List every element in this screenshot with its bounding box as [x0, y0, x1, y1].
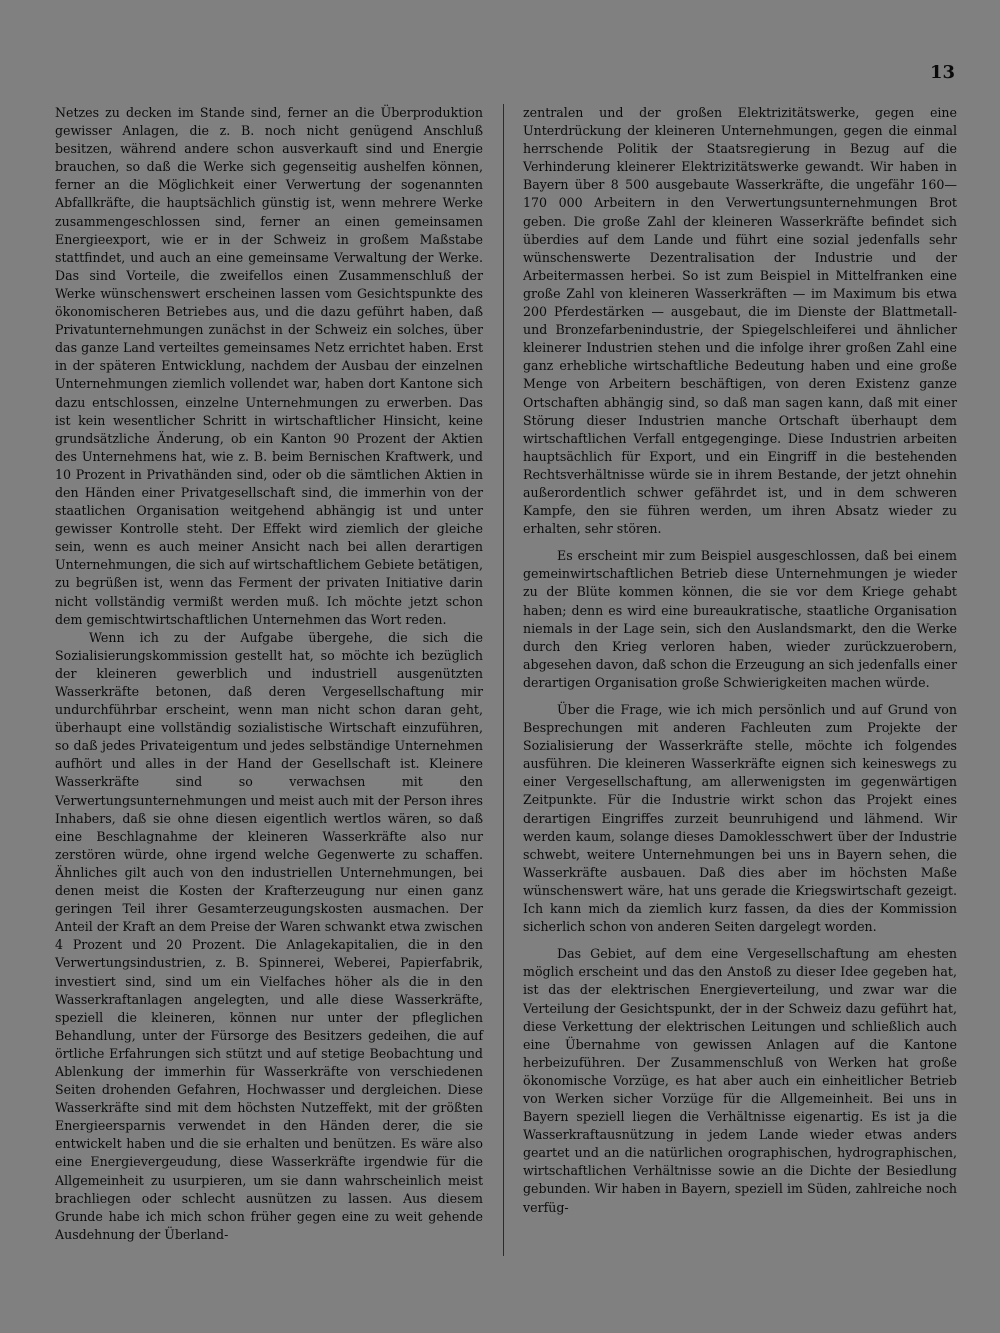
- page-number: 13: [929, 62, 955, 83]
- paragraph: Es erscheint mir zum Beispiel ausgeschlossen, daß bei einem gemeinwirtschaftlichen Betrieb diese Unternehmungen je wieder zu der Blüte kommen können, die sie vor dem Kriege gehabt haben; denn es wird eine bureaukratische, staatliche Organisation niemals in der Lage sein, sich den Auslandsmarkt, den die Werke durch den Krieg verloren haben, wieder zurückzuerobern, abgesehen davon, daß schon die Erzeugung an sich jedenfalls einer derartigen Organisation große Schwierigkeiten machen würde.: [523, 548, 957, 690]
- paragraph: Netzes zu decken im Stande sind, ferner an die Überproduktion gewisser Anlagen, die z. B. noch nicht genügend Anschluß besitzen, während andere schon ausverkauft sind und Energie brauchen, so daß die Werke sich gegenseitig aushelfen können, ferner an die Möglichkeit einer Verwertung der sogenannten Abfallkräfte, die hauptsächlich günstig ist, wenn mehrere Werke zusammengeschlossen sind, ferner an einen gemeinsamen Energieexport, wie er in der Schweiz in großem Maßstabe stattfindet, und auch an eine gemeinsame Verwaltung der Werke. Das sind Vorteile, die zweifellos einen Zusammenschluß der Werke wünschenswert erscheinen lassen vom Gesichtspunkte des ökonomischeren Betriebes aus, und die dazu geführt haben, daß Privatunternehmungen zunächst in der Schweiz ein solches, über das ganze Land verteiltes gemeinsames Netz errichtet haben. Erst in der späteren Entwicklung, nachdem der Ausbau der einzelnen Unternehmungen ziemlich vollendet war, haben dort Kantone sich dazu entschlossen, einzelne Unternehmungen zu erwerben. Das ist kein wesentlicher Schritt in wirtschaftlicher Hinsicht, keine grundsätzliche Änderung, ob ein Kanton 90 Prozent der Aktien des Unternehmens hat, wie z. B. beim Bernischen Kraftwerk, und 10 Prozent in Privathänden sind, oder ob die sämtlichen Aktien in den Händen einer Privatgesellschaft sind, die immerhin von der staatlichen Organisation weitgehend abhängig ist und unter gewisser Kontrolle steht. Der Effekt wird ziemlich der gleiche sein, wenn es auch meiner Ansicht nach bei allen derartigen Unternehmungen, die sich auf wirtschaftlichem Gebiete betätigen, zu begrüßen ist, wenn das Ferment der privaten Initiative darin nicht vollständig vermißt werden muß. Ich möchte jetzt schon dem gemischtwirtschaftlichen Unternehmen das Wort reden.: [55, 105, 483, 627]
- column-divider: [503, 104, 504, 1256]
- paragraph: Wenn ich zu der Aufgabe übergehe, die sich die Sozialisierungskommission gestellt hat, so möchte ich bezüglich der kleineren gewerblich und industriell ausgenützten Wasserkräfte betonen, daß deren Vergesellschaftung mir undurchführbar erscheint, wenn man nicht schon daran geht, überhaupt eine vollständig sozialistische Wirtschaft einzuführen, so daß jedes Privateigentum und jedes selbständige Unternehmen aufhört und alles in der Hand der Gesellschaft ist. Kleinere Wasserkräfte sind so verwachsen mit den Verwertungsunternehmungen und meist auch mit der Person ihres Inhabers, daß sie ohne diesen eigentlich wertlos wären, so daß eine Beschlagnahme der kleineren Wasserkräfte also nur zerstören würde, ohne irgend welche Gegenwerte zu schaffen. Ähnliches gilt auch von den industriellen Unternehmungen, bei denen meist die Kosten der Krafterzeugung nur einen ganz geringen Teil ihrer Gesamterzeugungskosten ausmachen. Der Anteil der Kraft an dem Preise der Waren schwankt etwa zwischen 4 Prozent und 20 Prozent. Die Anlagekapitalien, die in den Verwertungsindustrien, z. B. Spinnerei, Weberei, Papierfabrik, investiert sind, sind um ein Vielfaches höher als die in den Wasserkraftanlagen angelegten, und alle diese Wasserkräfte, speziell die kleineren, können nur unter der pfleglichen Behandlung, unter der Fürsorge des Besitzers gedeihen, die auf örtliche Erfahrungen sich stützt und auf stetige Beobachtung und Ablenkung der immerhin für Wasserkräfte von verschiedenen Seiten drohenden Gefahren, Hochwasser und dergleichen. Diese Wasserkräfte sind mit dem höchsten Nutzeffekt, mit der größten Energieersparnis verwendet in den Händen derer, die sie entwickelt haben und die sie erhalten und benützen. Es wäre also eine Energievergeudung, diese Wasserkräfte irgendwie für die Allgemeinheit zu usurpieren, um sie dann wahrscheinlich meist brachliegen oder schlecht ausnützen zu lassen. Aus diesem Grunde habe ich mich schon früher gegen eine zu weit gehende Ausdehnung der Überland-: [55, 629, 483, 1242]
- paragraph: zentralen und der großen Elektrizitätswerke, gegen eine Unterdrückung der kleineren Unternehmungen, gegen die einmal herrschende Politik der Staatsregierung in Bezug auf die Verhinderung kleinerer Elektrizitätswerke gewandt. Wir haben in Bayern über 8 500 ausgebaute Wasserkräfte, die ungefähr 160—170 000 Arbeitern in den Verwertungsunternehmungen Brot geben. Die große Zahl der kleineren Wasserkräfte befindet sich überdies auf dem Lande und führt eine sozial jedenfalls sehr wünschenswerte Dezentralisation der Industrie und der Arbeitermassen herbei. So ist zum Beispiel in Mittelfranken eine große Zahl von kleineren Wasserkräften — im Maximum bis etwa 200 Pferdestärken — ausgebaut, die im Dienste der Blattmetall- und Bronzefarbenindustrie, der Spiegelschleiferei und ähnlicher kleinerer Industrien stehen und die infolge ihrer großen Zahl eine ganz erhebliche wirtschaftliche Bedeutung haben und eine große Menge von Arbeitern beschäftigen, von deren Existenz ganze Ortschaften abhängig sind, so daß man sagen kann, daß mit einer Störung dieser Industrien manche Ortschaft überhaupt dem wirtschaftlichen Verfall entgegenginge. Diese Industrien arbeiten hauptsächlich für Export, und ein Eingriff in die bestehenden Rechtsverhältnisse würde sie in ihrem Bestande, der jetzt ohnehin außerordentlich schwer gefährdet ist, und in dem schweren Kampfe, den sie führen werden, um ihren Absatz wieder zu erhalten, sehr stören.: [523, 105, 957, 537]
- paragraph: Das Gebiet, auf dem eine Vergesellschaftung am ehesten möglich erscheint und das den Anstoß zu dieser Idee gegeben hat, ist das der elektrischen Energieverteilung, und zwar war die Verteilung der Gesichtspunkt, der in der Schweiz dazu geführt hat, diese Verkettung der elektrischen Leitungen und schließlich auch eine Übernahme von gewissen Anlagen auf die Kantone herbeizuführen. Der Zusammenschluß von Werken hat große ökonomische Vorzüge, es hat aber auch ein einheitlicher Betrieb von Werken sicher Vorzüge für die Allgemeinheit. Bei uns in Bayern speziell liegen die Verhältnisse eigenartig. Es ist ja die Wasserkraftausnützung in jedem Lande wieder etwas anders geartet und an die natürlichen orographischen, hydrographischen, wirtschaftlichen Verhältnisse sowie an die Dichte der Besiedlung gebunden. Wir haben in Bayern, speziell im Süden, zahlreiche noch verfüg-: [523, 946, 957, 1215]
- left-column: [55, 104, 483, 1244]
- paragraph: Über die Frage, wie ich mich persönlich und auf Grund von Besprechungen mit anderen Fachleuten zum Projekte der Sozialisierung der Wasserkräfte stelle, möchte ich folgendes ausführen. Die kleineren Wasserkräfte eignen sich keineswegs zu einer Vergesellschaftung, am allerwenigsten im gegenwärtigen Zeitpunkte. Für die Industrie wirkt schon das Projekt eines derartigen Eingriffes zurzeit beunruhigend und lähmend. Wir werden kaum, solange dieses Damoklesschwert über der Industrie schwebt, weitere Unternehmungen bei uns in Bayern sehen, die Wasserkräfte ausbauen. Daß dies aber im höchsten Maße wünschenswert wäre, hat uns gerade die Kriegswirtschaft gezeigt. Ich kann mich da ziemlich kurz fassen, da dies der Kommission sicherlich schon von anderen Seiten dargelegt worden.: [523, 702, 957, 935]
- right-column: [523, 104, 957, 1217]
